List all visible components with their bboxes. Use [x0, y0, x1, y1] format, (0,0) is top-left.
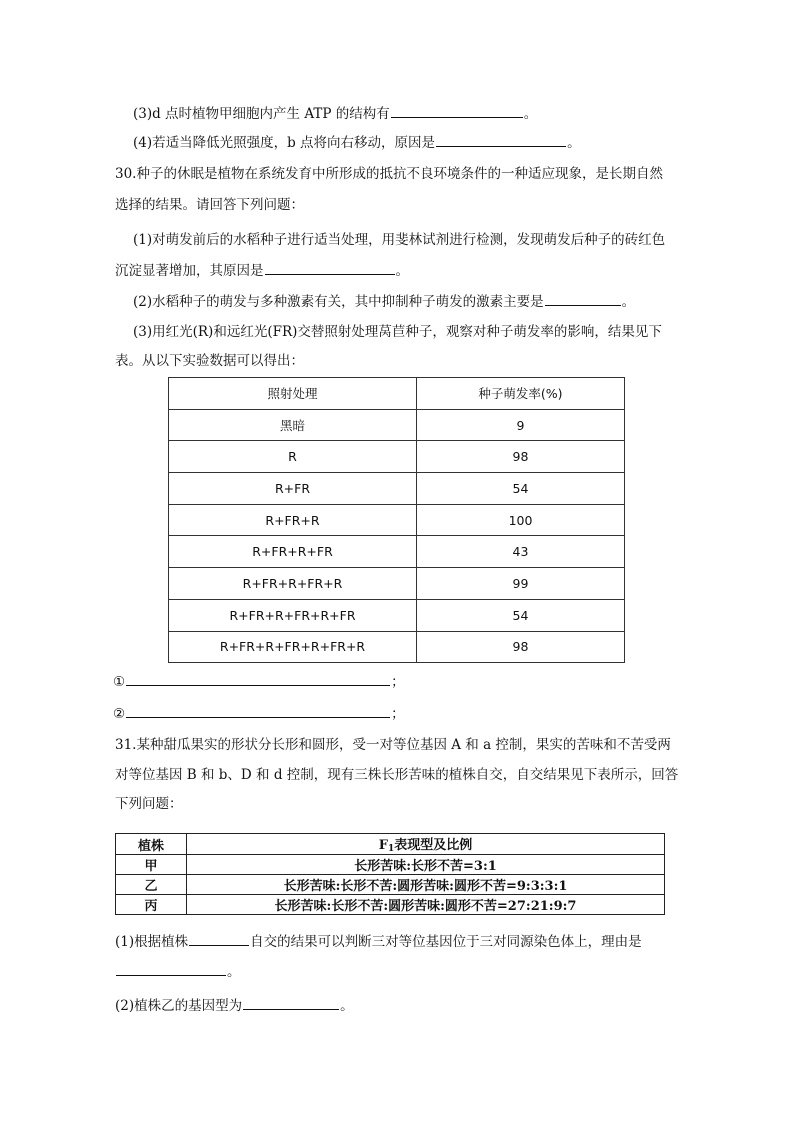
answer-marker: ②: [113, 706, 126, 722]
period: 。: [621, 294, 636, 310]
table-row: [169, 536, 625, 568]
table-cell: R+FR+R+FR+R: [169, 568, 417, 600]
answer-blank[interactable]: [243, 996, 339, 1010]
table-cell: 43: [417, 536, 625, 568]
answer-blank[interactable]: [126, 704, 390, 718]
table-cell: 54: [417, 599, 625, 631]
table-row: [116, 855, 665, 875]
q31-part1-text-cont: 自交的结果可以判断三对等位基因位于三对同源染色体上，理由是: [250, 934, 642, 950]
answer-marker: ①: [113, 674, 126, 690]
table-cell: 54: [417, 473, 625, 505]
q31-intro-line1: 31.某种甜瓜果实的形状分长形和圆形，受一对等位基因 A 和 a 控制，果实的苦味和不苦受两: [115, 737, 671, 753]
period: 。: [523, 106, 538, 122]
table-header-row: [116, 834, 665, 855]
germination-table: [168, 377, 625, 663]
table-row: [169, 409, 625, 441]
table-header-row: [169, 378, 625, 410]
table-cell: 长形苦味:长形不苦:圆形苦味:圆形不苦=27:21:9:7: [187, 895, 665, 915]
q29-part4-text: (4)若适当降低光照强度，b 点将向右移动，原因是: [133, 135, 436, 151]
q31-part1-line1: [115, 932, 642, 951]
q30-answer-1: [113, 672, 405, 691]
f-label: F: [378, 838, 388, 853]
table-cell: R+FR+R+FR+R+FR+R: [169, 631, 417, 663]
table-row: [169, 599, 625, 631]
phenotype-table: [115, 833, 665, 915]
period: 。: [227, 964, 241, 980]
q29-part3: [133, 104, 537, 123]
q29-part3-text: (3)d 点时植物甲细胞内产生 ATP 的结构有: [133, 106, 390, 122]
table-cell: R: [169, 441, 417, 473]
answer-blank[interactable]: [189, 932, 249, 946]
table-cell: 98: [417, 631, 625, 663]
q30-part1-text: 沉淀显著增加，其原因是: [115, 263, 264, 279]
f-subscript: 1: [387, 844, 395, 854]
q30-part2: [133, 292, 635, 311]
semicolon: ；: [391, 674, 405, 690]
period: 。: [395, 263, 409, 279]
q30-answer-2: [113, 704, 405, 723]
q30-part3-line2: 表。从以下实验数据可以得出：: [115, 353, 304, 369]
q31-intro-line3: 下列问题：: [115, 796, 183, 812]
header-cell: 种子萌发率(%): [417, 378, 625, 410]
answer-blank[interactable]: [391, 104, 523, 118]
table-cell: 甲: [116, 855, 187, 875]
table-cell: 9: [417, 409, 625, 441]
table-cell: 98: [417, 441, 625, 473]
q31-part2: [115, 996, 354, 1015]
q30-part1-line2: [115, 261, 409, 280]
table-cell: R+FR: [169, 473, 417, 505]
semicolon: ；: [391, 706, 405, 722]
q30-part2-text: (2)水稻种子的萌发与多种激素有关，其中抑制种子萌发的激素主要是: [133, 294, 544, 310]
q30-intro-line2: 选择的结果。请回答下列问题：: [115, 197, 304, 213]
table-cell: 99: [417, 568, 625, 600]
table-cell: 乙: [116, 875, 187, 895]
q30-intro-line1: 30.种子的休眠是植物在系统发育中所形成的抵抗不良环境条件的一种适应现象，是长期自然: [115, 166, 663, 182]
table-row: [169, 504, 625, 536]
table-row: [116, 875, 665, 895]
table-row: [116, 895, 665, 915]
table-cell: 100: [417, 504, 625, 536]
q30-part1-line1: (1)对萌发前后的水稻种子进行适当处理，用斐林试剂进行检测，发现萌发后种子的砖红色: [133, 232, 666, 248]
q31-part2-text: (2)植株乙的基因型为: [115, 998, 243, 1014]
header-text: 表现型及比例: [394, 838, 473, 853]
table-cell: 丙: [116, 895, 187, 915]
header-cell: [187, 834, 665, 855]
table-cell: R+FR+R+FR: [169, 536, 417, 568]
period: 。: [340, 998, 354, 1014]
answer-blank[interactable]: [436, 133, 566, 147]
table-cell: R+FR+R+FR+R+FR: [169, 599, 417, 631]
table-row: [169, 631, 625, 663]
table-row: [169, 568, 625, 600]
answer-blank[interactable]: [545, 292, 621, 306]
q31-part1-line2: [115, 962, 241, 981]
q29-part4: [133, 133, 581, 152]
table-cell: 长形苦味:长形不苦:圆形苦味:圆形不苦=9:3:3:1: [187, 875, 665, 895]
q31-part1-text: (1)根据植株: [115, 934, 189, 950]
header-cell: 植株: [116, 834, 187, 855]
header-cell: 照射处理: [169, 378, 417, 410]
table-row: [169, 473, 625, 505]
table-cell: R+FR+R: [169, 504, 417, 536]
answer-blank[interactable]: [126, 672, 390, 686]
period: 。: [567, 135, 581, 151]
table-row: [169, 441, 625, 473]
table-cell: 长形苦味:长形不苦=3:1: [187, 855, 665, 875]
q31-intro-line2: 对等位基因 B 和 b、D 和 d 控制，现有三株长形苦味的植株自交，自交结果见下表所示，回答: [115, 767, 679, 783]
answer-blank[interactable]: [116, 962, 226, 976]
q30-part3-line1: (3)用红光(R)和远红光(FR)交替照射处理莴苣种子，观察对种子萌发率的影响，结果见下: [133, 324, 662, 340]
table-cell: 黑暗: [169, 409, 417, 441]
answer-blank[interactable]: [265, 261, 395, 275]
